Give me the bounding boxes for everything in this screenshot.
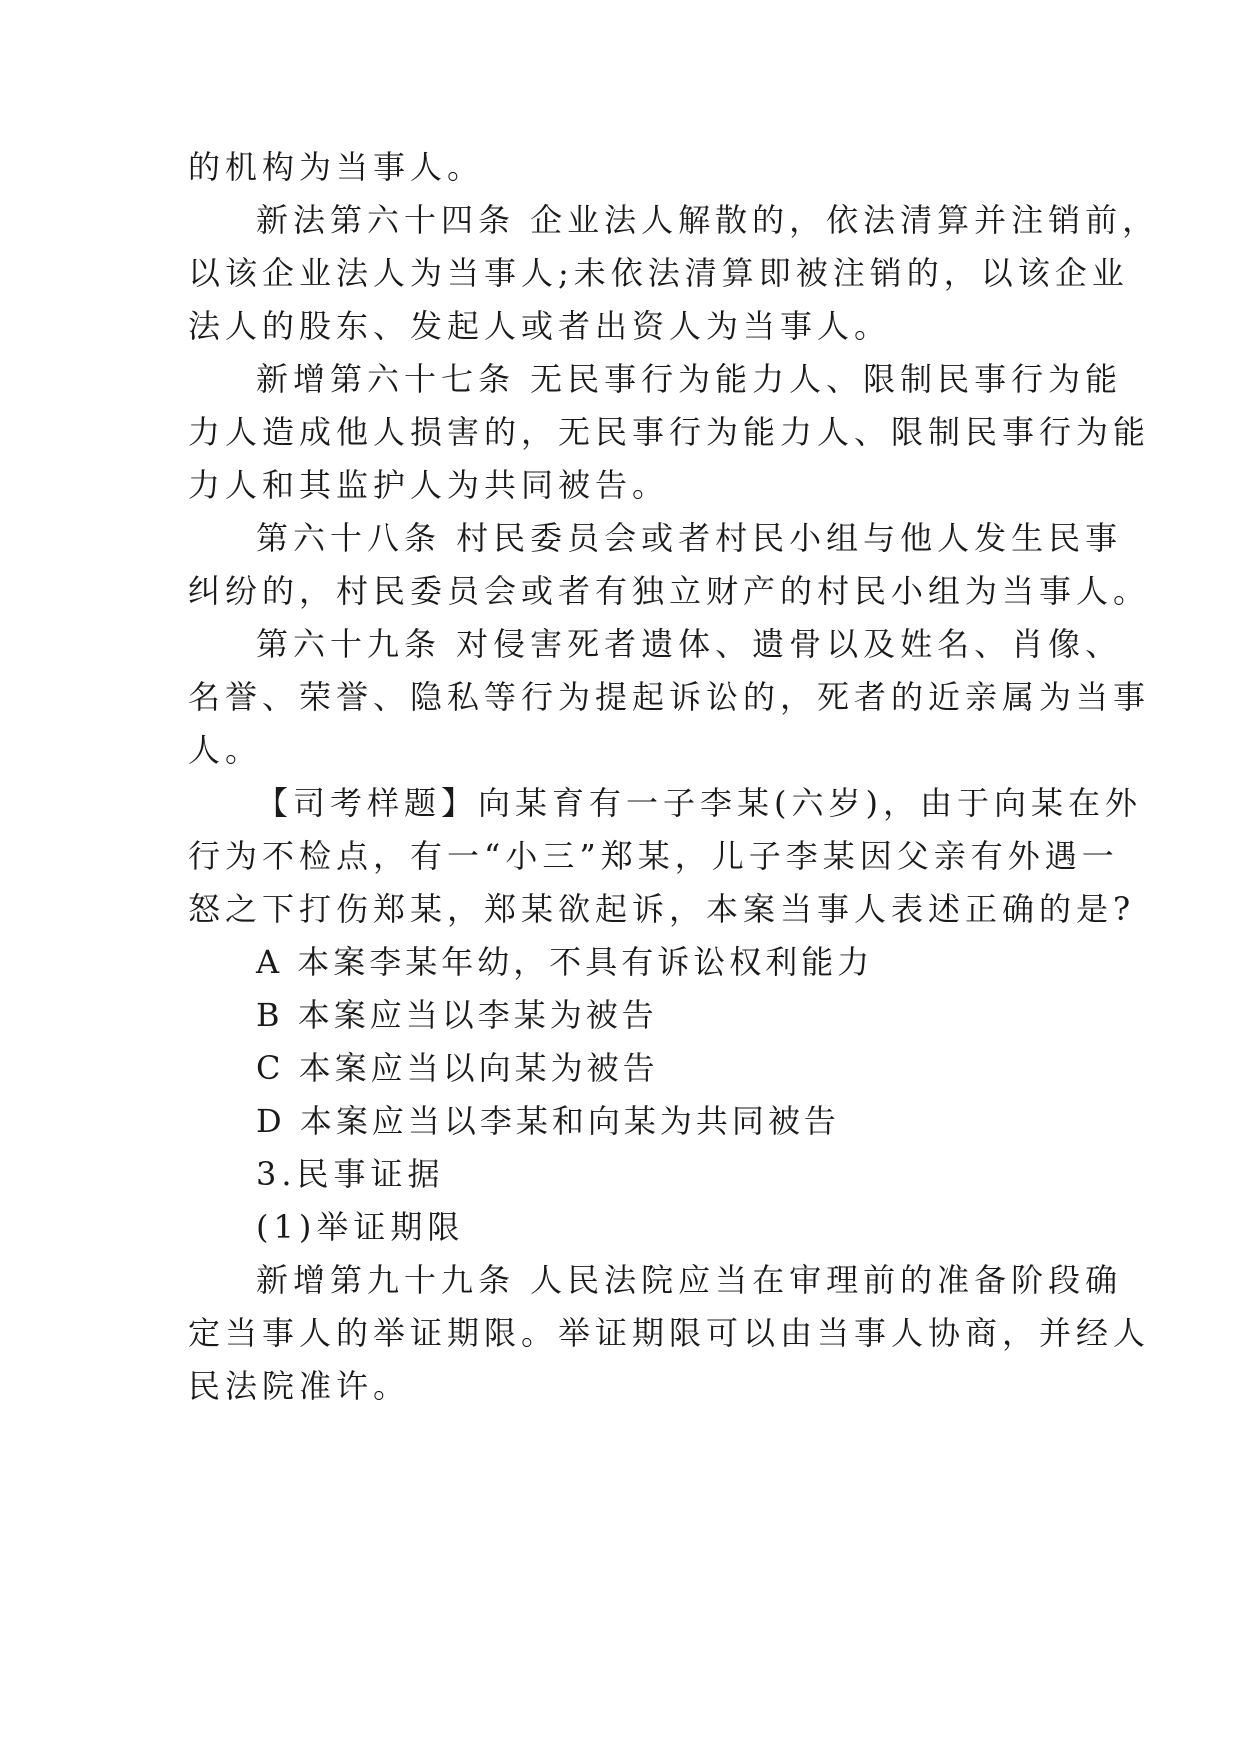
text-line: 的机构为当事人。 [188,148,485,186]
option-c: C 本案应当以向某为被告 [256,1049,659,1087]
text-line: 新增第六十七条 无民事行为能力人、限制民事行为能 [256,360,1123,398]
text-line: 以该企业法人为当事人;未依法清算即被注销的，以该企业 [188,254,1129,292]
text-line: 民法院准许。 [188,1367,411,1405]
option-d: D 本案应当以李某和向某为共同被告 [256,1102,840,1140]
text-line: 法人的股东、发起人或者出资人为当事人。 [188,307,892,345]
text-line: 【司考样题】向某育有一子李某(六岁)，由于向某在外 [256,784,1142,822]
text-line: 新增第九十九条 人民法院应当在审理前的准备阶段确 [256,1261,1123,1299]
text-line: 定当事人的举证期限。举证期限可以由当事人协商，并经人 [188,1314,1151,1352]
text-line: 行为不检点，有一“小三”郑某，儿子李某因父亲有外遇一 [188,837,1119,875]
text-line: 第六十九条 对侵害死者遗体、遗骨以及姓名、肖像、 [256,625,1123,663]
text-line: 力人造成他人损害的，无民事行为能力人、限制民事行为能 [188,413,1151,451]
text-line: 力人和其监护人为共同被告。 [188,466,670,504]
option-a: A 本案李某年幼，不具有诉讼权利能力 [256,943,874,981]
text-line: 纠纷的，村民委员会或者有独立财产的村民小组为当事人。 [188,572,1151,610]
option-b: B 本案应当以李某为被告 [256,996,658,1034]
text-line: 人。 [188,731,263,769]
text-line: 新法第六十四条 企业法人解散的，依法清算并注销前， [256,201,1160,239]
text-line: 怒之下打伤郑某，郑某欲起诉，本案当事人表述正确的是? [188,890,1136,928]
subsection-heading: (1)举证期限 [256,1208,465,1246]
text-line: 第六十八条 村民委员会或者村民小组与他人发生民事 [256,519,1123,557]
text-line: 名誉、荣誉、隐私等行为提起诉讼的，死者的近亲属为当事 [188,678,1151,716]
section-heading: 3.民事证据 [256,1155,445,1193]
